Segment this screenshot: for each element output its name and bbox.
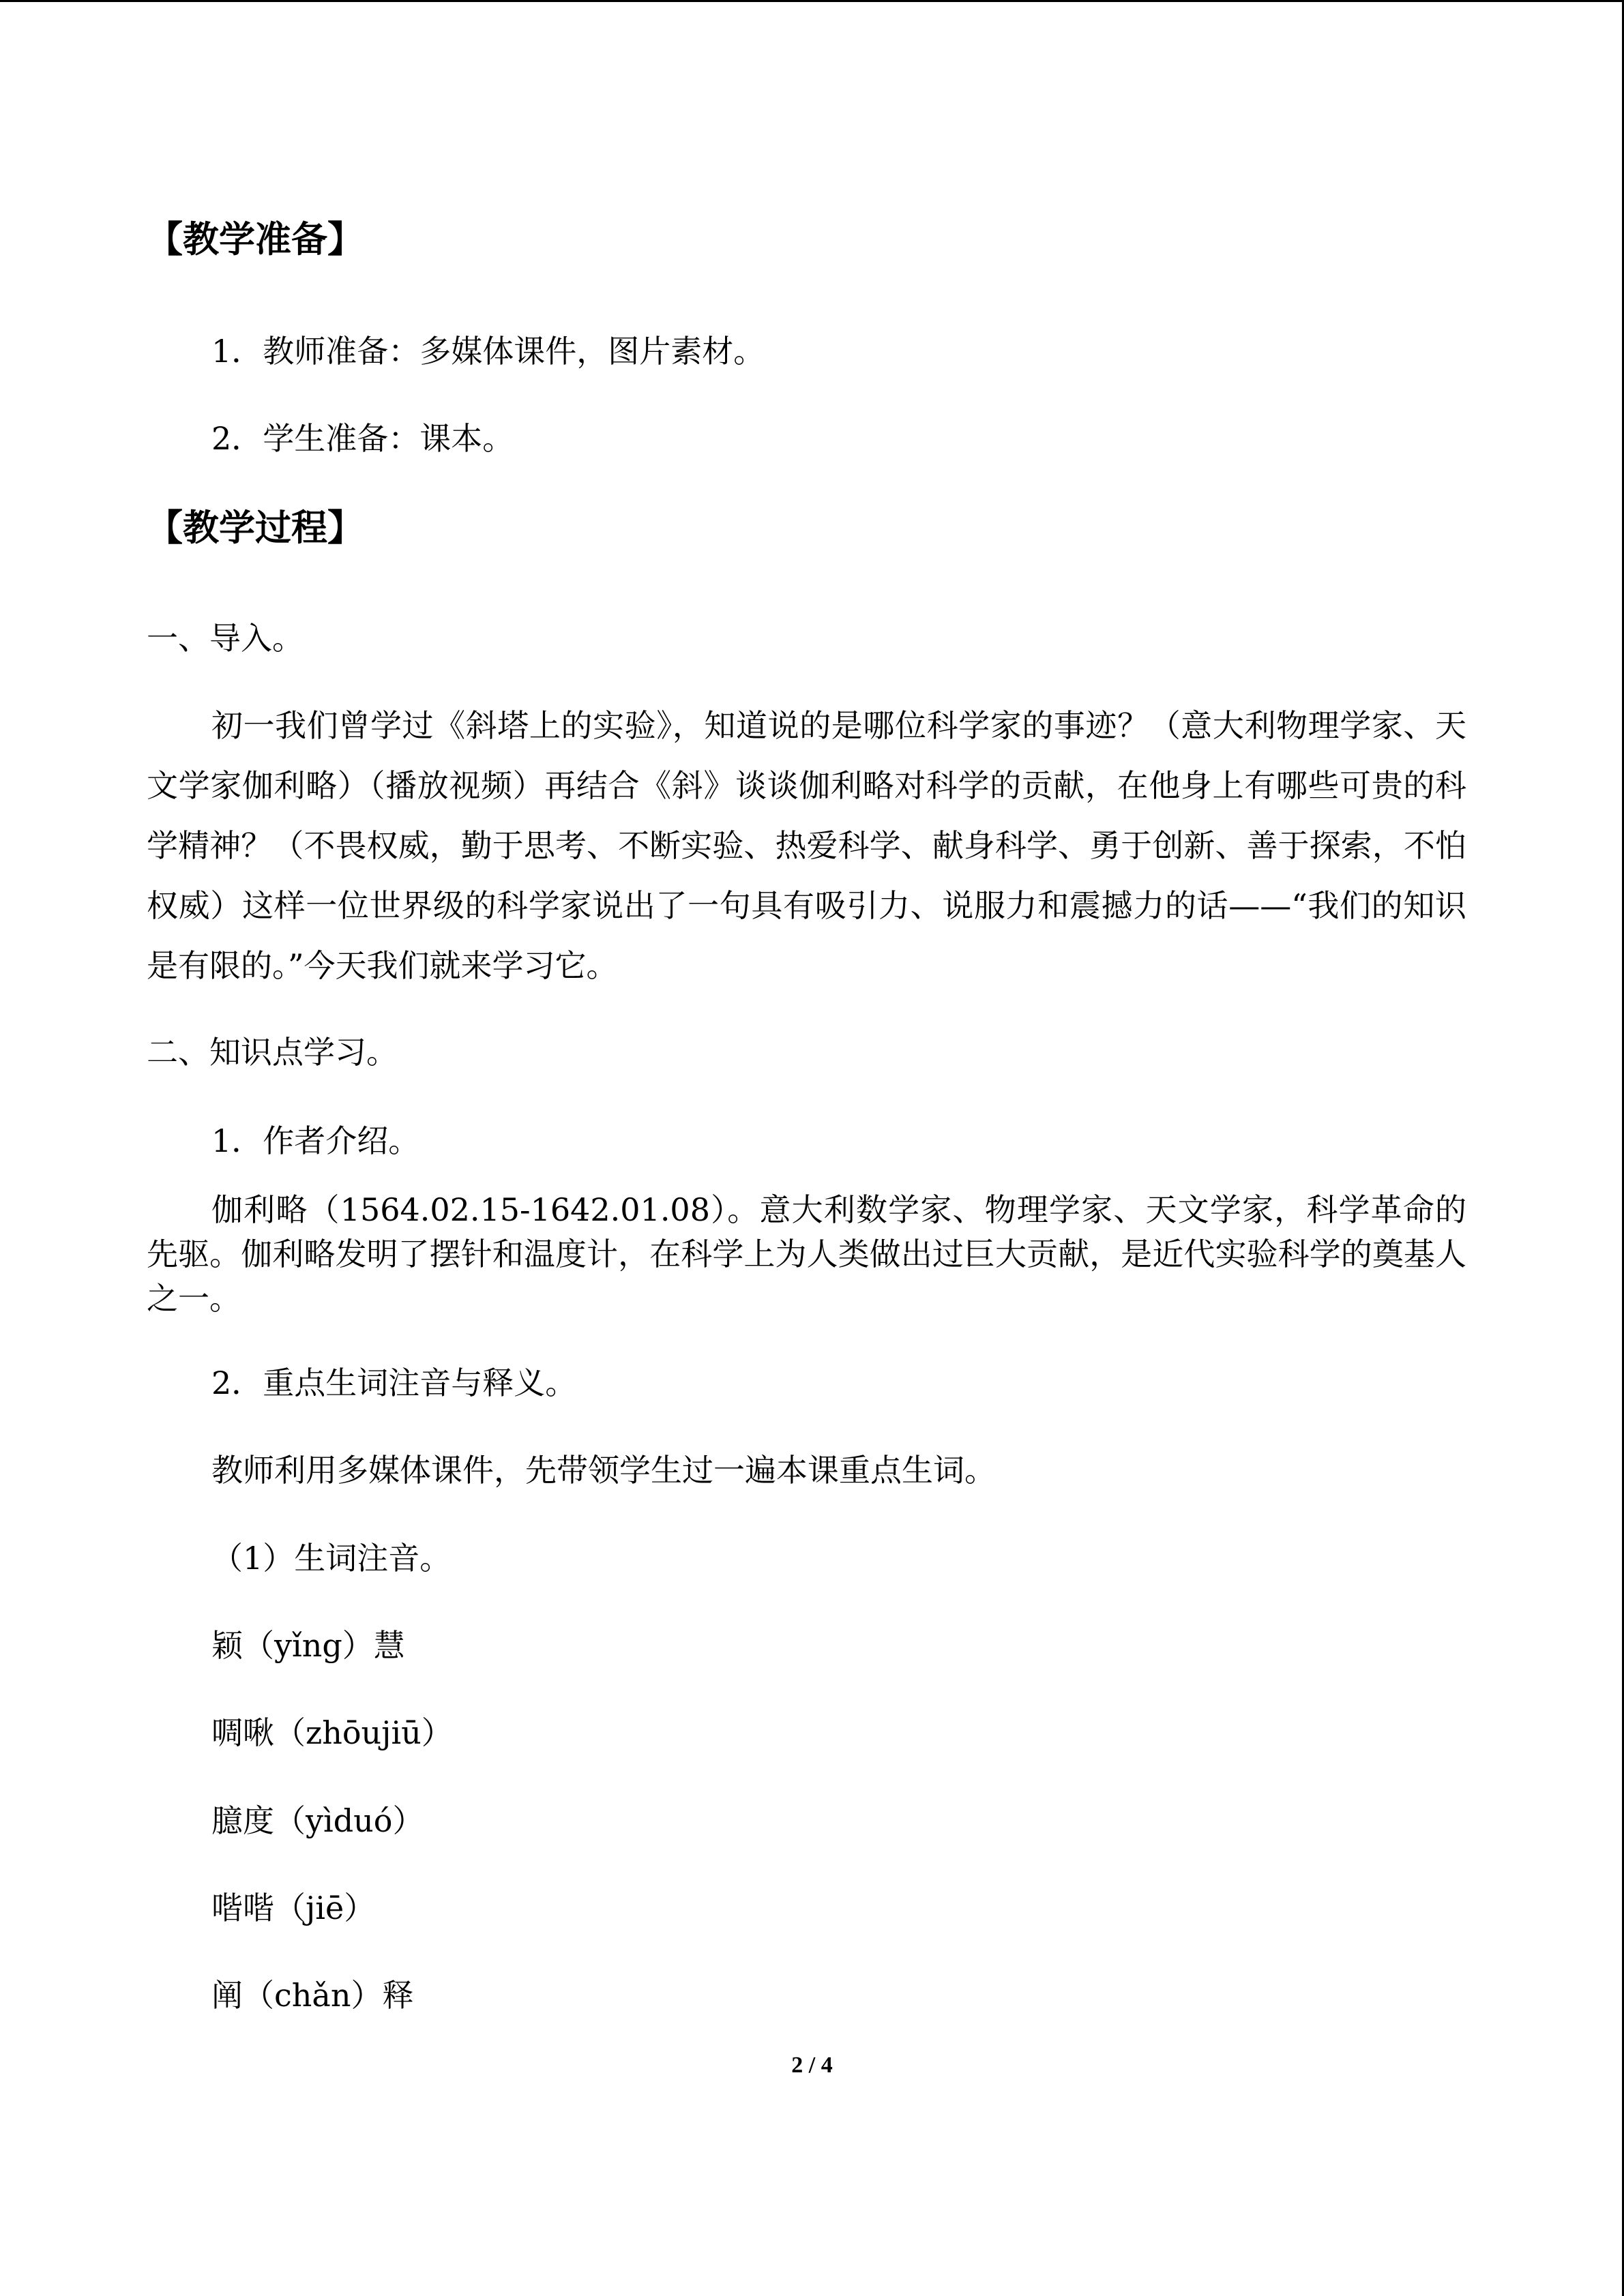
vocab-word: 臆度（yìduó）: [211, 1802, 424, 1839]
vocab-word: 颖（yǐng）慧: [211, 1627, 405, 1664]
vocab-title: 2．重点生词注音与释义。: [211, 1365, 577, 1401]
vocab-word: 阐（chǎn）释: [211, 1977, 414, 2014]
vocab-word: 啁啾（zhōujiū）: [211, 1714, 453, 1751]
knowledge-heading: 二、知识点学习。: [147, 1034, 398, 1071]
pinyin-title: （1）生词注音。: [211, 1540, 452, 1577]
process-heading: 【教学过程】: [147, 507, 364, 549]
prep-item-student: 2．学生准备：课本。: [211, 420, 514, 457]
author-paragraph: 伽利略（1564.02.15-1642.01.08）。意大利数学家、物理学家、天文学家，科学革命的先驱。伽利略发明了摆针和温度计，在科学上为人类做出过巨大贡献，是近代实验科学的奠基人之一。: [147, 1191, 1466, 1317]
page-number: 2 / 4: [791, 2053, 833, 2078]
prep-item-teacher: 1．教师准备：多媒体课件，图片素材。: [211, 333, 765, 370]
intro-paragraph: 初一我们曾学过《斜塔上的实验》，知道说的是哪位科学家的事迹？（意大利物理学家、天文学家伽利略）（播放视频）再结合《斜》谈谈伽利略对科学的贡献，在他身上有哪些可贵的科学精神？（不畏权威，勤于思考、不断实验、热爱科学、献身科学、勇于创新、善于探索，不怕权威）这样一位世界级的科学家说出了一句具有吸引力、说服力和震撼力的话——“我们的知识是有限的。”今天我们就来学习它。: [147, 707, 1466, 984]
intro-heading: 一、导入。: [147, 620, 304, 657]
vocab-word: 喈喈（jiē）: [211, 1890, 376, 1926]
author-title: 1．作者介绍。: [211, 1122, 420, 1159]
vocab-intro: 教师利用多媒体课件，先带领学生过一遍本课重点生词。: [211, 1452, 996, 1489]
prep-heading: 【教学准备】: [147, 218, 364, 260]
